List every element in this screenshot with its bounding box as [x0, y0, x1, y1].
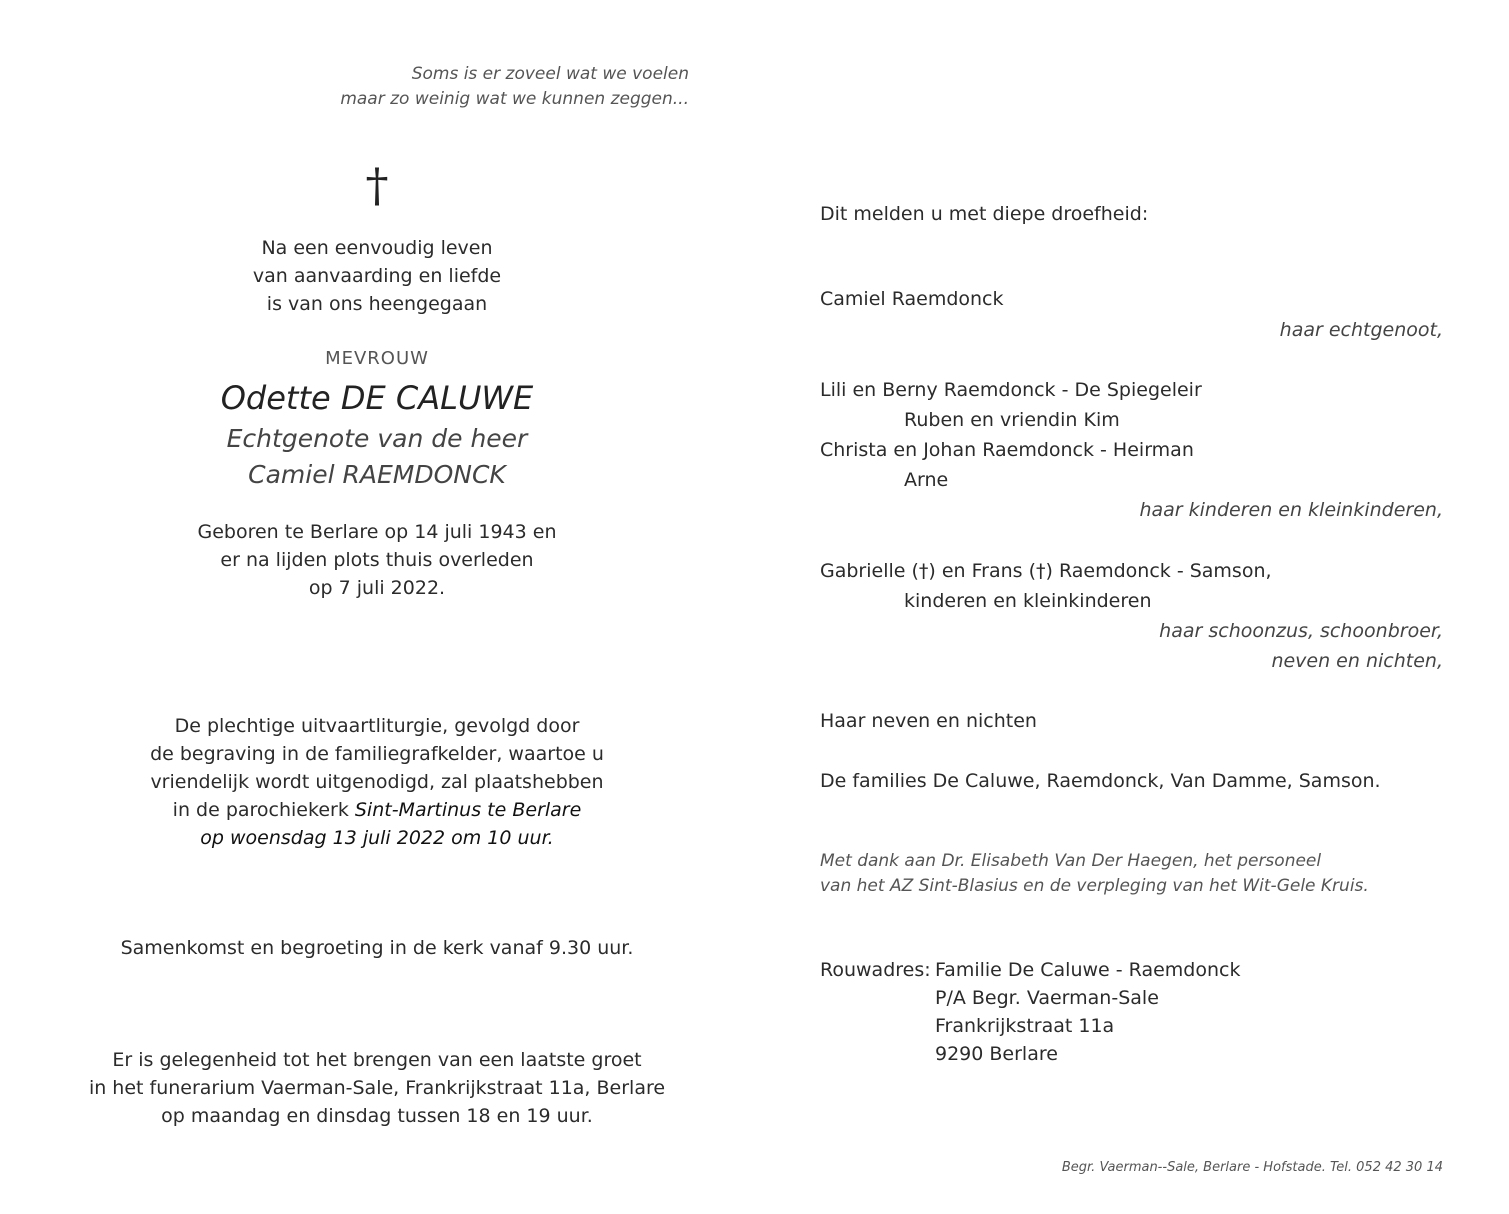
funeral-home-footer: Begr. Vaerman--Sale, Berlare - Hofstade. Tel. 052 42 30 14: [1061, 1160, 1443, 1175]
intro-line-3: is van ons heengegaan: [266, 293, 488, 315]
funeral-line-1: De plechtige uitvaartliturgie, gevolgd door: [174, 715, 580, 737]
address-line-2: P/A Begr. Vaerman-Sale: [935, 987, 1159, 1009]
nephews-text: Haar neven en nichten: [820, 710, 1037, 732]
intro-line-1: Na een eenvoudig leven: [261, 237, 493, 259]
funeral-line-2: de begraving in de familiegrafkelder, waartoe u: [150, 743, 604, 765]
honorific: MEVROUW: [325, 348, 429, 369]
inlaws-role-2: neven en nichten,: [1271, 650, 1443, 672]
address-block: [935, 956, 1240, 1068]
families-text: De families De Caluwe, Raemdonck, Van Damme, Samson.: [820, 770, 1381, 792]
funeral-date: op woensdag 13 juli 2022 om 10 uur.: [200, 827, 554, 849]
inlaws-name: Gabrielle (†) en Frans (†) Raemdonck - Samson,: [820, 560, 1272, 582]
cross-icon: †: [365, 158, 389, 212]
church-prefix: in de parochiekerk: [172, 799, 355, 821]
thanks-text: [820, 849, 1369, 899]
visit-line-3: op maandag en dinsdag tussen 18 en 19 uur.: [161, 1105, 593, 1127]
address-line-3: Frankrijkstraat 11a: [935, 1015, 1115, 1037]
intro-text: [177, 234, 577, 318]
gathering-text: Samenkomst en begroeting in de kerk vanaf 9.30 uur.: [120, 937, 634, 959]
spouse-line-2: Camiel RAEMDONCK: [248, 460, 506, 489]
inlaws-sub: kinderen en kleinkinderen: [904, 590, 1152, 612]
spouse-text: [127, 421, 627, 493]
motto-line-2: maar zo weinig wat we kunnen zeggen...: [340, 89, 689, 109]
visitation-text: [77, 1046, 677, 1130]
grandchild-line-1: Ruben en vriendin Kim: [904, 409, 1120, 431]
deceased-name: Odette DE CALUWE: [220, 379, 534, 417]
birth-line-2: er na lijden plots thuis overleden: [220, 549, 534, 571]
address-label: Rouwadres:: [820, 959, 931, 981]
child-line-1: Lili en Berny Raemdonck - De Spiegeleir: [820, 379, 1202, 401]
inlaws-role-1: haar schoonzus, schoonbroer,: [1159, 620, 1443, 642]
birth-line-1: Geboren te Berlare op 14 juli 1943 en: [197, 521, 557, 543]
children-role: haar kinderen en kleinkinderen,: [1139, 499, 1443, 521]
church-name: Sint-Martinus te Berlare: [354, 799, 582, 821]
visit-line-2: in het funerarium Vaerman-Sale, Frankrijkstraat 11a, Berlare: [88, 1077, 666, 1099]
address-line-4: 9290 Berlare: [935, 1043, 1058, 1065]
thanks-line-1: Met dank aan Dr. Elisabeth Van Der Haegen, het personeel: [820, 851, 1322, 871]
visit-line-1: Er is gelegenheid tot het brengen van een laatste groet: [112, 1049, 642, 1071]
motto-line-1: Soms is er zoveel wat we voelen: [411, 64, 689, 84]
husband-role: haar echtgenoot,: [1279, 319, 1443, 341]
intro-line-2: van aanvaarding en liefde: [252, 265, 502, 287]
motto-quote: [300, 62, 689, 112]
announcement: Dit melden u met diepe droefheid:: [820, 203, 1149, 225]
address-line-1: Familie De Caluwe - Raemdonck: [935, 959, 1241, 981]
funeral-info: [97, 712, 657, 852]
spouse-line-1: Echtgenote van de heer: [226, 424, 528, 453]
grandchild-line-2: Arne: [904, 469, 949, 491]
funeral-line-3: vriendelijk wordt uitgenodigd, zal plaatshebben: [150, 771, 604, 793]
birth-line-3: op 7 juli 2022.: [308, 577, 446, 599]
thanks-line-2: van het AZ Sint-Blasius en de verpleging van het Wit-Gele Kruis.: [820, 876, 1369, 896]
funeral-line-5: [97, 824, 657, 852]
funeral-line-4: [97, 796, 657, 824]
husband-name: Camiel Raemdonck: [820, 288, 1004, 310]
child-line-2: Christa en Johan Raemdonck - Heirman: [820, 439, 1194, 461]
birth-death-text: [127, 518, 627, 602]
